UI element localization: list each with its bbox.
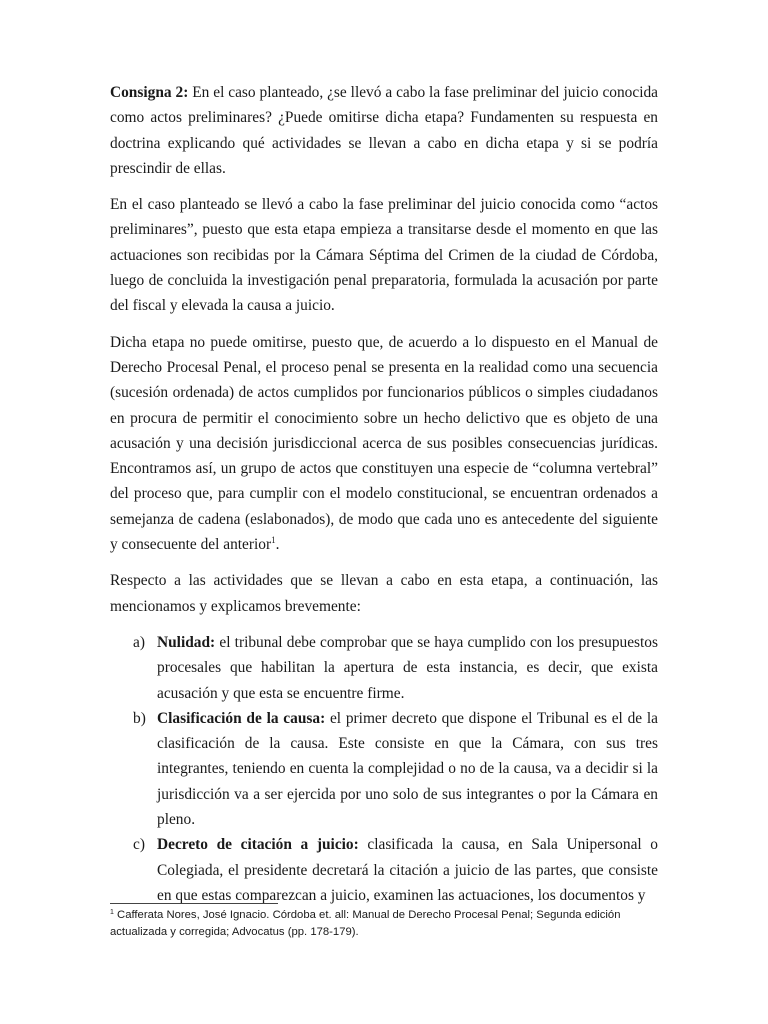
paragraph-1: En el caso planteado se llevó a cabo la fase preliminar del juicio conocida como “actos preliminares”, puesto que esta etapa empieza a transitarse desde el momento en que las actuaciones son recibidas por la Cámara Séptima del Crimen de la ciudad de Córdoba, luego de concluida la investigación penal preparatoria, formulada la acusación por parte del fiscal y elevada la causa a juicio.	[110, 196, 658, 315]
document-page	[110, 80, 658, 908]
footnote-number: 1	[110, 909, 114, 916]
list-item-label: Decreto de citación a juicio:	[157, 836, 359, 854]
footnote-separator	[110, 903, 278, 904]
list-item-text: el primer decreto que dispone el Tribunal es el de la clasificación de la causa. Este consiste en que la Cámara, con sus tres integrantes, teniendo en cuenta la complejidad o no de la causa, va a decidir si la jurisdicción va a ser ejercida por uno solo de sus integrantes o por la Cámara en pleno.	[157, 709, 658, 829]
list-marker: c)	[133, 836, 145, 854]
list-item	[110, 832, 658, 908]
list-item-text: clasificada la causa, en Sala Unipersonal o Colegiada, el presidente decretará la citación a juicio de las partes, que consiste en que estas comparezcan a juicio, examinen las actuaciones, los documentos y	[157, 836, 658, 904]
list-item	[110, 630, 658, 706]
paragraph-2	[110, 330, 658, 558]
footnote-reference[interactable]: 1	[271, 535, 276, 546]
consigna-label: Consigna 2:	[110, 84, 189, 101]
paragraph-3: Respecto a las actividades que se llevan a cabo en esta etapa, a continuación, las mencionamos y explicamos brevemente:	[110, 572, 658, 615]
footnote	[110, 907, 658, 940]
list-item-label: Nulidad:	[157, 633, 216, 651]
paragraph-2-end: .	[275, 536, 280, 554]
paragraph-2-text: Dicha etapa no puede omitirse, puesto que, de acuerdo a lo dispuesto en el Manual de Derecho Procesal Penal, el proceso penal se presenta en la realidad como una secuencia (sucesión ordenada) de actos cumplidos por funcionarios públicos o simples ciudadanos en procura de permitir el conocimiento sobre un hecho delictivo que es objeto de una acusación y una decisión jurisdiccional acerca de sus posibles consecuencias jurídicas. Encontramos así, un grupo de actos que constituyen una especie de “columna vertebral” del proceso que, para cumplir con el modelo constitucional, se encuentran ordenados a semejanza de cadena (eslabonados), de modo que cada uno es antecedente del siguiente y consecuente del anterior	[110, 333, 658, 554]
list-item-label: Clasificación de la causa:	[157, 709, 326, 727]
activities-list	[110, 630, 658, 908]
list-item	[110, 706, 658, 832]
footnote-text: Cafferata Nores, José Ignacio. Córdoba et. all: Manual de Derecho Procesal Penal; Segunda edición actualizada y corregida; Advocatus (pp. 178-179).	[110, 909, 621, 938]
list-marker: b)	[133, 709, 146, 727]
list-marker: a)	[133, 633, 145, 651]
consigna-paragraph	[110, 80, 658, 181]
list-item-text: el tribunal debe comprobar que se haya cumplido con los presupuestos procesales que habilitan la apertura de esta instancia, es decir, que exista acusación y que esta se encuentre firme.	[157, 633, 658, 702]
consigna-text: En el caso planteado, ¿se llevó a cabo la fase preliminar del juicio conocida como actos preliminares? ¿Puede omitirse dicha etapa? Fundamenten su respuesta en doctrina explicando qué actividades se llevan a cabo en dicha etapa y si se podría prescindir de ellas.	[110, 84, 658, 177]
